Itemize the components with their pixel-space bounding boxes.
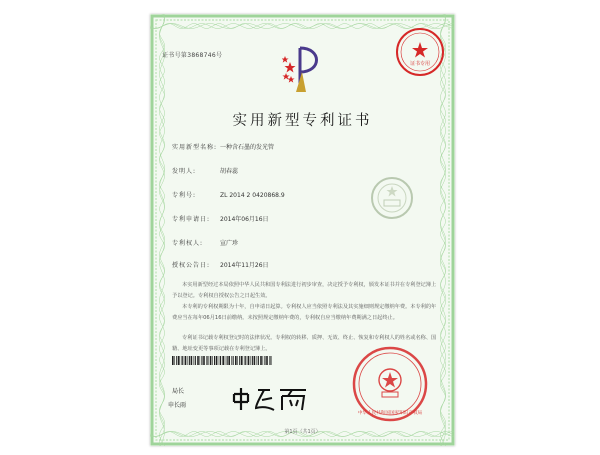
field-label: 专利号: — [172, 192, 197, 199]
page-footer: 第1页（共1页） — [284, 429, 321, 435]
field-value: 宣广珍 — [220, 240, 239, 247]
page-title: 实用新型专利证书 — [232, 113, 373, 129]
body-paragraph-2: 本专利的专利权期限为十年，自申请日起算。专利权人应当依照专利法及其实施细则规定缴纳年费。本专利的年费应当在每年06月16日前缴纳。未按照规定缴纳年费的，专利权自应当缴纳年费期满之日起终止。 — [172, 304, 437, 321]
field-value: ZL 2014 2 0420868.9 — [220, 192, 285, 199]
field-patent-number — [172, 190, 285, 199]
field-label: 授权公告日: — [172, 262, 211, 269]
field-label: 专利申请日: — [172, 216, 211, 223]
body-paragraph-1: 本实用新型经过本局依照中华人民共和国专利法进行初步审查，决定授予专利权，颁发本证书并在专利登记簿上予以登记。专利权自授权公告之日起生效。 — [172, 282, 437, 299]
field-value: 2014年11月26日 — [220, 262, 269, 269]
field-patentee — [172, 238, 238, 247]
director-name: 申长雨 — [168, 402, 187, 409]
field-label: 发明人: — [172, 168, 197, 175]
stamp-top-text: 证书专用 — [409, 61, 430, 67]
signature — [230, 386, 310, 414]
body-paragraph-3: 专利证书记载专利权登记时的法律状况。专利权的转移、质押、无效、终止、恢复和专利权人的姓名或名称、国籍、地址变更等事项记载在专利登记簿上。 — [172, 335, 437, 352]
field-utility-model-name — [172, 142, 274, 151]
field-value: 胡春蕊 — [220, 168, 239, 175]
field-label: 实用新型名称: — [172, 144, 218, 151]
field-inventor — [172, 166, 238, 175]
stamp-bottom-text: 中华人民共和国国家知识产权局 — [357, 411, 423, 416]
field-value: 2014年06月16日 — [220, 216, 269, 223]
barcode — [172, 356, 272, 365]
field-application-date — [172, 214, 269, 223]
patent-certificate — [150, 14, 455, 446]
field-grant-date — [172, 260, 269, 269]
field-label: 专利权人: — [172, 240, 204, 247]
national-emblem — [368, 174, 416, 222]
certificate-number: 证书号第3868746号 — [162, 52, 223, 59]
red-seal-stamp-top — [394, 26, 446, 78]
field-value: 一种含石墨的发光管 — [220, 144, 275, 151]
director-title: 局长 — [172, 388, 185, 395]
patent-office-logo — [282, 42, 324, 94]
